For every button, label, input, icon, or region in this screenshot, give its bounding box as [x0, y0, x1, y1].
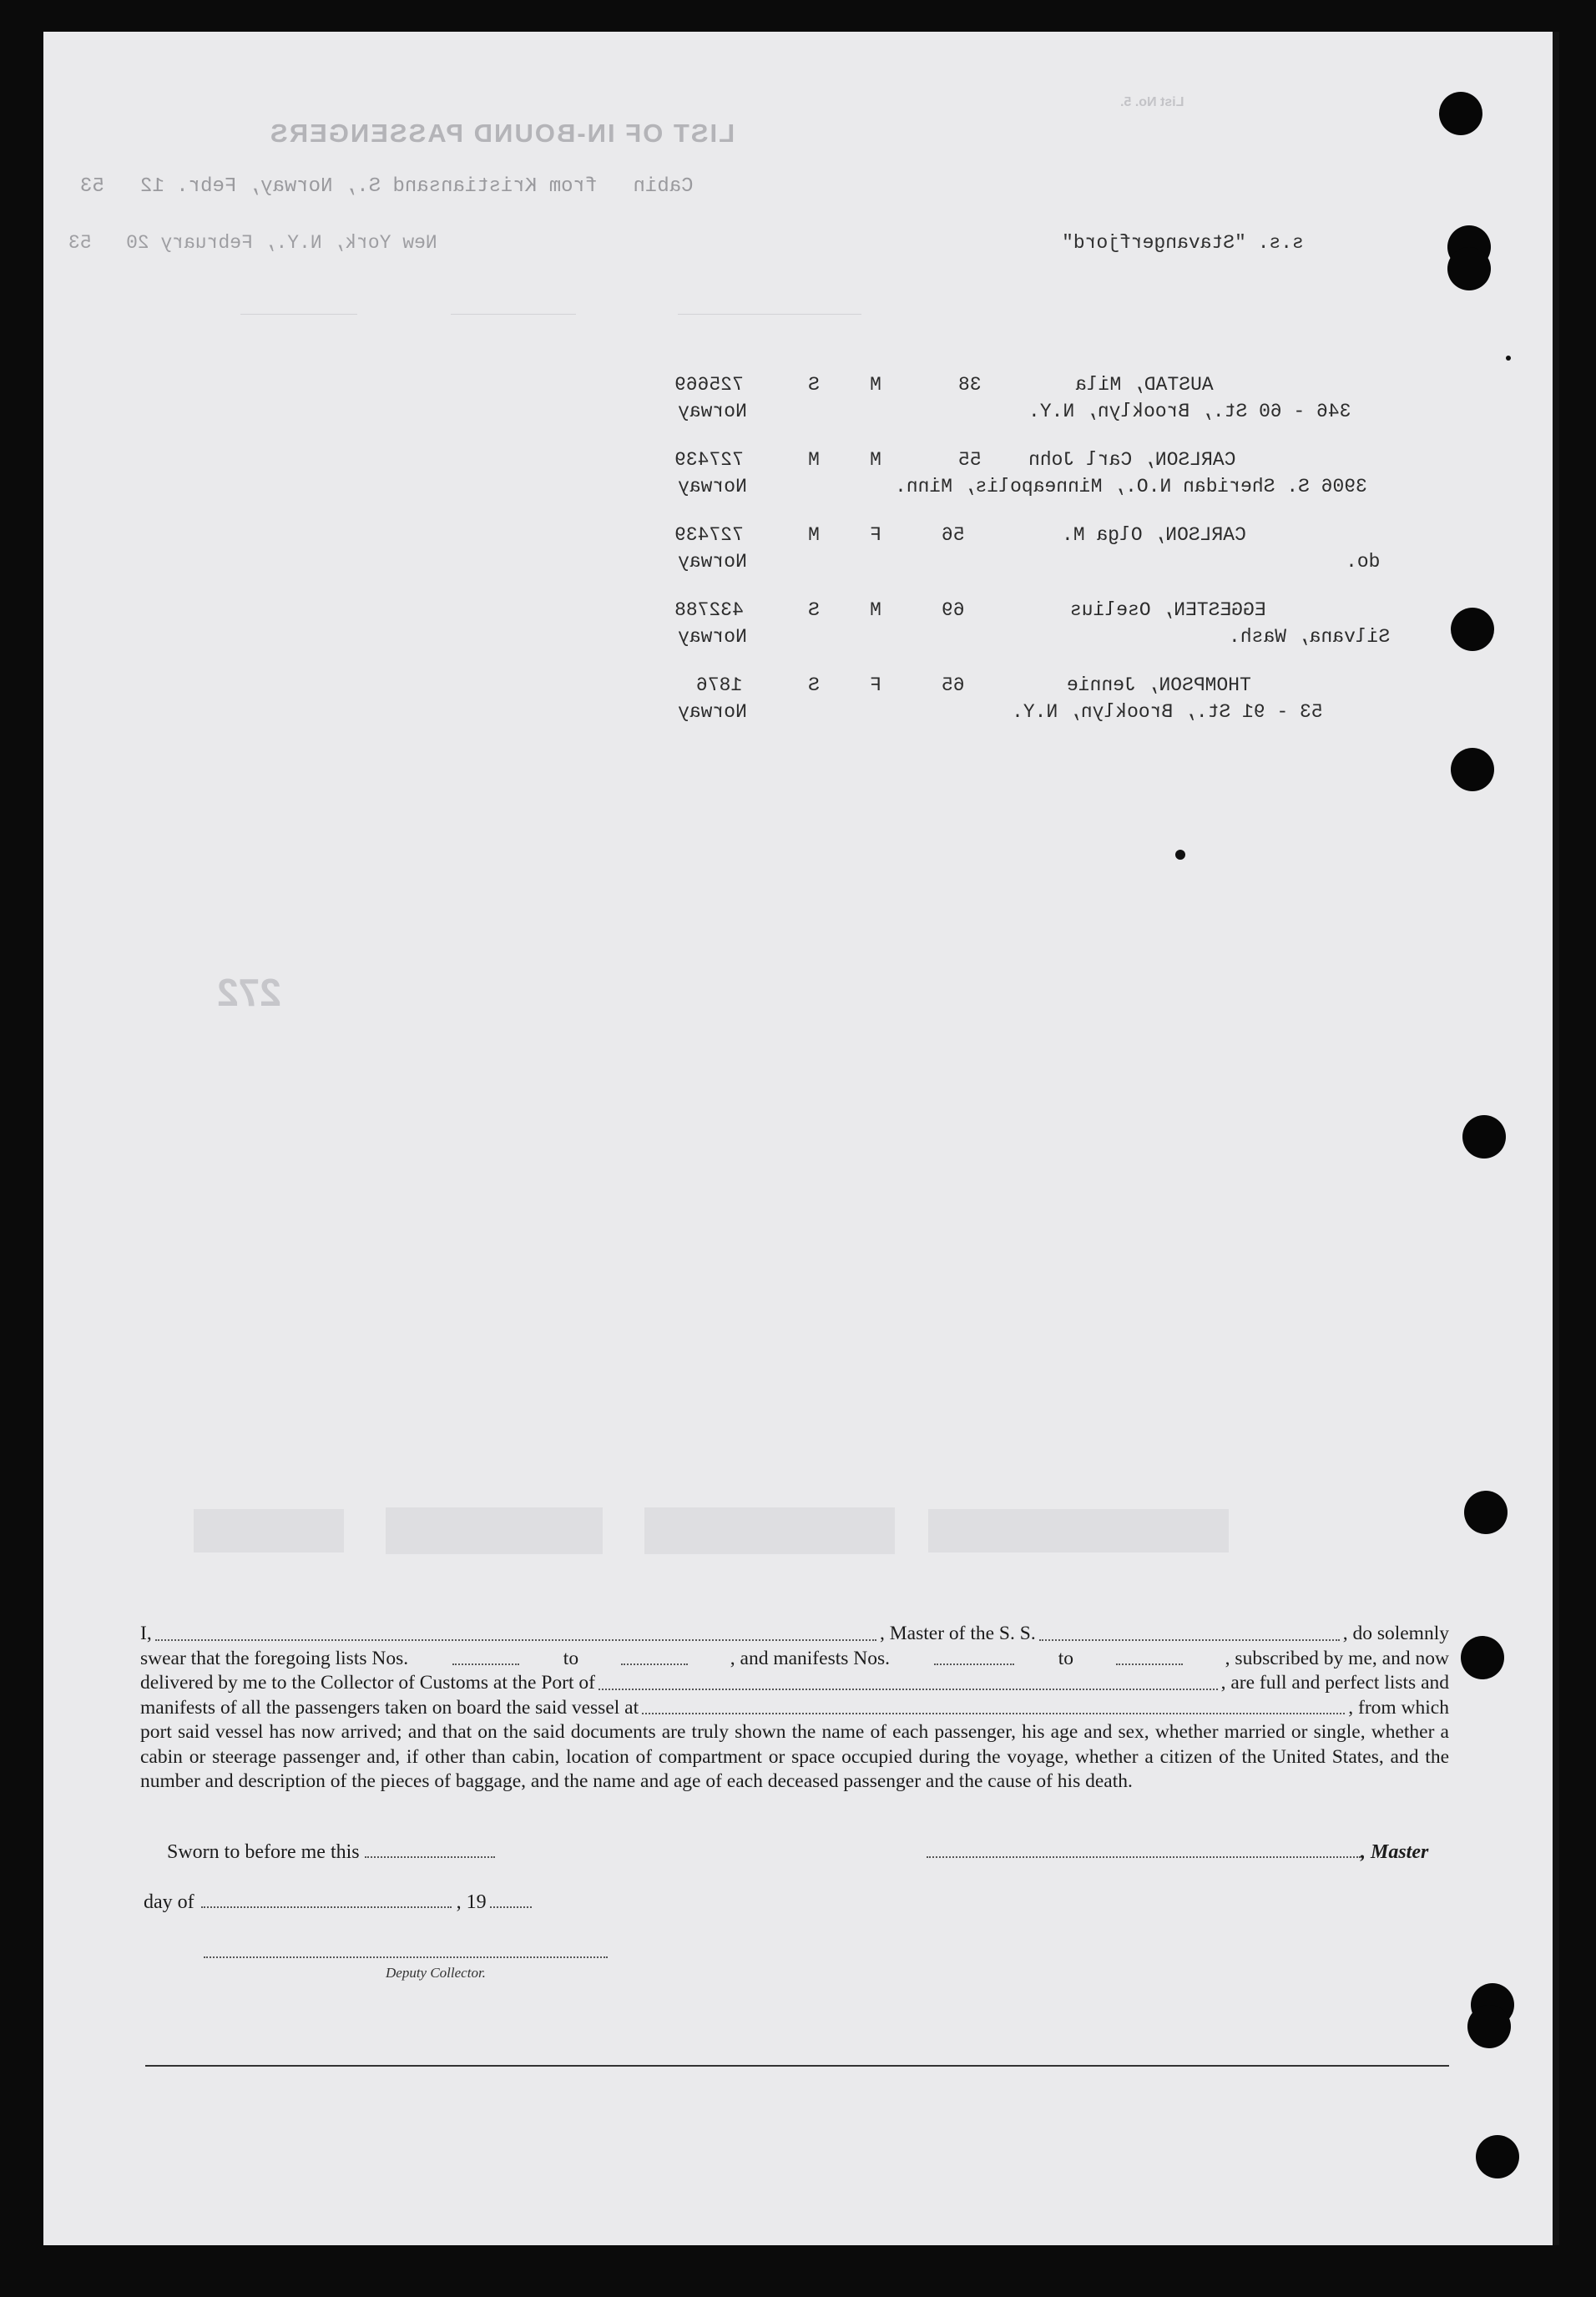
oath-to-2: to: [1058, 1647, 1073, 1669]
port-field[interactable]: [598, 1671, 1218, 1690]
oath-body: port said vessel has now arrived; and that on the said documents are truly shown the name of each passenger, his age and sex, whether married or single, whether a cabin or steerage passenger and, if other than cabin, location of compartment or space occupied during the voyage, whether a citizen of the United States, and the number and description of the pieces of baggage, and the name and age of each deceased passenger and the cause of his death.: [140, 1721, 1449, 1792]
passenger-status: S: [808, 674, 820, 696]
passenger-country: Norway: [678, 551, 747, 573]
punch-hole: [1461, 1636, 1504, 1679]
passenger-country: Norway: [678, 401, 747, 422]
passenger-sex: M: [870, 449, 881, 471]
day-of-label: day of: [144, 1891, 194, 1913]
punch-hole: [1476, 2135, 1519, 2178]
stamp-bleed: [177, 1501, 1379, 1559]
punch-hole: [1439, 92, 1482, 135]
manifests-from-field[interactable]: [934, 1647, 1014, 1666]
passenger-age: 69: [942, 599, 965, 621]
passenger-age: 55: [958, 449, 982, 471]
passenger-row: [43, 524, 1462, 591]
ghost-column-header: [240, 314, 357, 346]
list-title: LIST OF IN-BOUND PASSENGERS: [269, 119, 735, 148]
passenger-number: 725669: [674, 374, 744, 396]
master-name-field[interactable]: [155, 1622, 876, 1641]
passenger-name: AUSTAD, Mila: [1075, 374, 1214, 396]
lists-to-field[interactable]: [621, 1647, 688, 1666]
punch-hole: [1451, 608, 1494, 651]
page-edge-shadow: [1553, 32, 1559, 2245]
passenger-status: M: [808, 449, 820, 471]
day-of-line: [144, 1891, 532, 1914]
passenger-row: [43, 374, 1462, 441]
oath-subscribed: , subscribed by me, and now: [1225, 1647, 1449, 1669]
passenger-address: Silvana, Wash.: [1229, 626, 1391, 648]
ghost-column-header: [451, 314, 576, 346]
passenger-age: 38: [958, 374, 982, 396]
master-signature-line: [927, 1841, 1428, 1864]
punch-hole: [1464, 1491, 1508, 1534]
passenger-age: 65: [942, 674, 965, 696]
list-number: List No. 5.: [1120, 95, 1184, 109]
passenger-address: 3906 S. Sheridan N.O., Minneapolis, Minn.: [895, 476, 1367, 497]
oath-vessel-at: manifests of all the passengers taken on board the said vessel at: [140, 1696, 639, 1719]
passenger-number: 727439: [674, 524, 744, 546]
passenger-status: S: [808, 374, 820, 396]
punch-hole: [1447, 247, 1491, 290]
ink-dot: [1506, 356, 1511, 361]
passenger-name: THOMPSON, Jennie: [1067, 674, 1251, 696]
master-label: , Master: [1361, 1841, 1429, 1863]
departure-port-field[interactable]: [642, 1696, 1345, 1715]
oath-full-perfect: , are full and perfect lists and: [1220, 1672, 1449, 1694]
sworn-line: [167, 1841, 495, 1864]
passenger-number: 432788: [674, 599, 744, 621]
passenger-status: M: [808, 524, 820, 546]
oath-master-of: , Master of the S. S.: [880, 1623, 1036, 1644]
passenger-sex: M: [870, 374, 881, 396]
oath-paragraph: [140, 1622, 1449, 1795]
arrival-line: New York, N.Y., February 20 53: [68, 232, 437, 254]
sworn-label: Sworn to before me this: [167, 1841, 360, 1863]
ink-dot: [1175, 850, 1185, 860]
master-signature-field[interactable]: [927, 1841, 1361, 1858]
oath-from-which: , from which: [1348, 1696, 1449, 1719]
manifests-to-field[interactable]: [1116, 1647, 1183, 1666]
ship-name: s.s. "Stavangerfjord": [1062, 232, 1304, 254]
page-stamp: 272: [217, 971, 281, 1014]
passenger-name: EGGESTEN, Oselius: [1070, 599, 1266, 621]
deputy-collector-label: Deputy Collector.: [386, 1965, 486, 1981]
bottom-rule: [145, 2065, 1449, 2067]
passenger-sex: F: [870, 674, 881, 696]
oath-solemnly: , do solemnly: [1342, 1623, 1449, 1644]
oath-manifests-nos: , and manifests Nos.: [730, 1647, 891, 1669]
lists-from-field[interactable]: [452, 1647, 519, 1666]
passenger-row: [43, 449, 1462, 516]
passenger-sex: F: [870, 524, 881, 546]
passenger-address: 346 - 60 St., Brooklyn, N.Y.: [1028, 401, 1351, 422]
passenger-age: 56: [942, 524, 965, 546]
punch-hole: [1462, 1115, 1506, 1159]
oath-to: to: [563, 1647, 579, 1669]
passenger-country: Norway: [678, 476, 747, 497]
passenger-address: do.: [1346, 551, 1381, 573]
ghost-column-header: [678, 314, 770, 346]
class-route-line: Cabin from Kristiansand S., Norway, Febr. 12 53: [80, 175, 694, 198]
ship-name-field[interactable]: [1039, 1622, 1340, 1641]
passenger-row: [43, 674, 1462, 741]
passenger-number: 727439: [674, 449, 744, 471]
passenger-row: [43, 599, 1462, 666]
oath-port-of: delivered by me to the Collector of Customs at the Port of: [140, 1672, 595, 1694]
deputy-signature-field[interactable]: [204, 1956, 608, 1958]
passenger-status: S: [808, 599, 820, 621]
passenger-country: Norway: [678, 626, 747, 648]
year-label: , 19: [456, 1891, 487, 1913]
title-subtext: [344, 154, 594, 164]
punch-hole: [1467, 2005, 1511, 2048]
ghost-column-header: [770, 314, 861, 346]
manifest-page: [43, 32, 1554, 2245]
oath-lists-nos: swear that the foregoing lists Nos.: [140, 1647, 409, 1669]
passenger-name: CARLSON, Olga M.: [1062, 524, 1246, 546]
passenger-sex: M: [870, 599, 881, 621]
oath-i: I,: [140, 1623, 152, 1644]
passenger-country: Norway: [678, 701, 747, 723]
punch-hole: [1451, 748, 1494, 791]
month-field[interactable]: [201, 1891, 452, 1908]
passenger-address: 53 - 91 St., Brooklyn, N.Y.: [1012, 701, 1323, 723]
year-field[interactable]: [490, 1891, 532, 1908]
sworn-date-field[interactable]: [365, 1841, 495, 1858]
passenger-name: CARLSON, Carl John: [1028, 449, 1236, 471]
passenger-number: 1876: [696, 674, 743, 696]
